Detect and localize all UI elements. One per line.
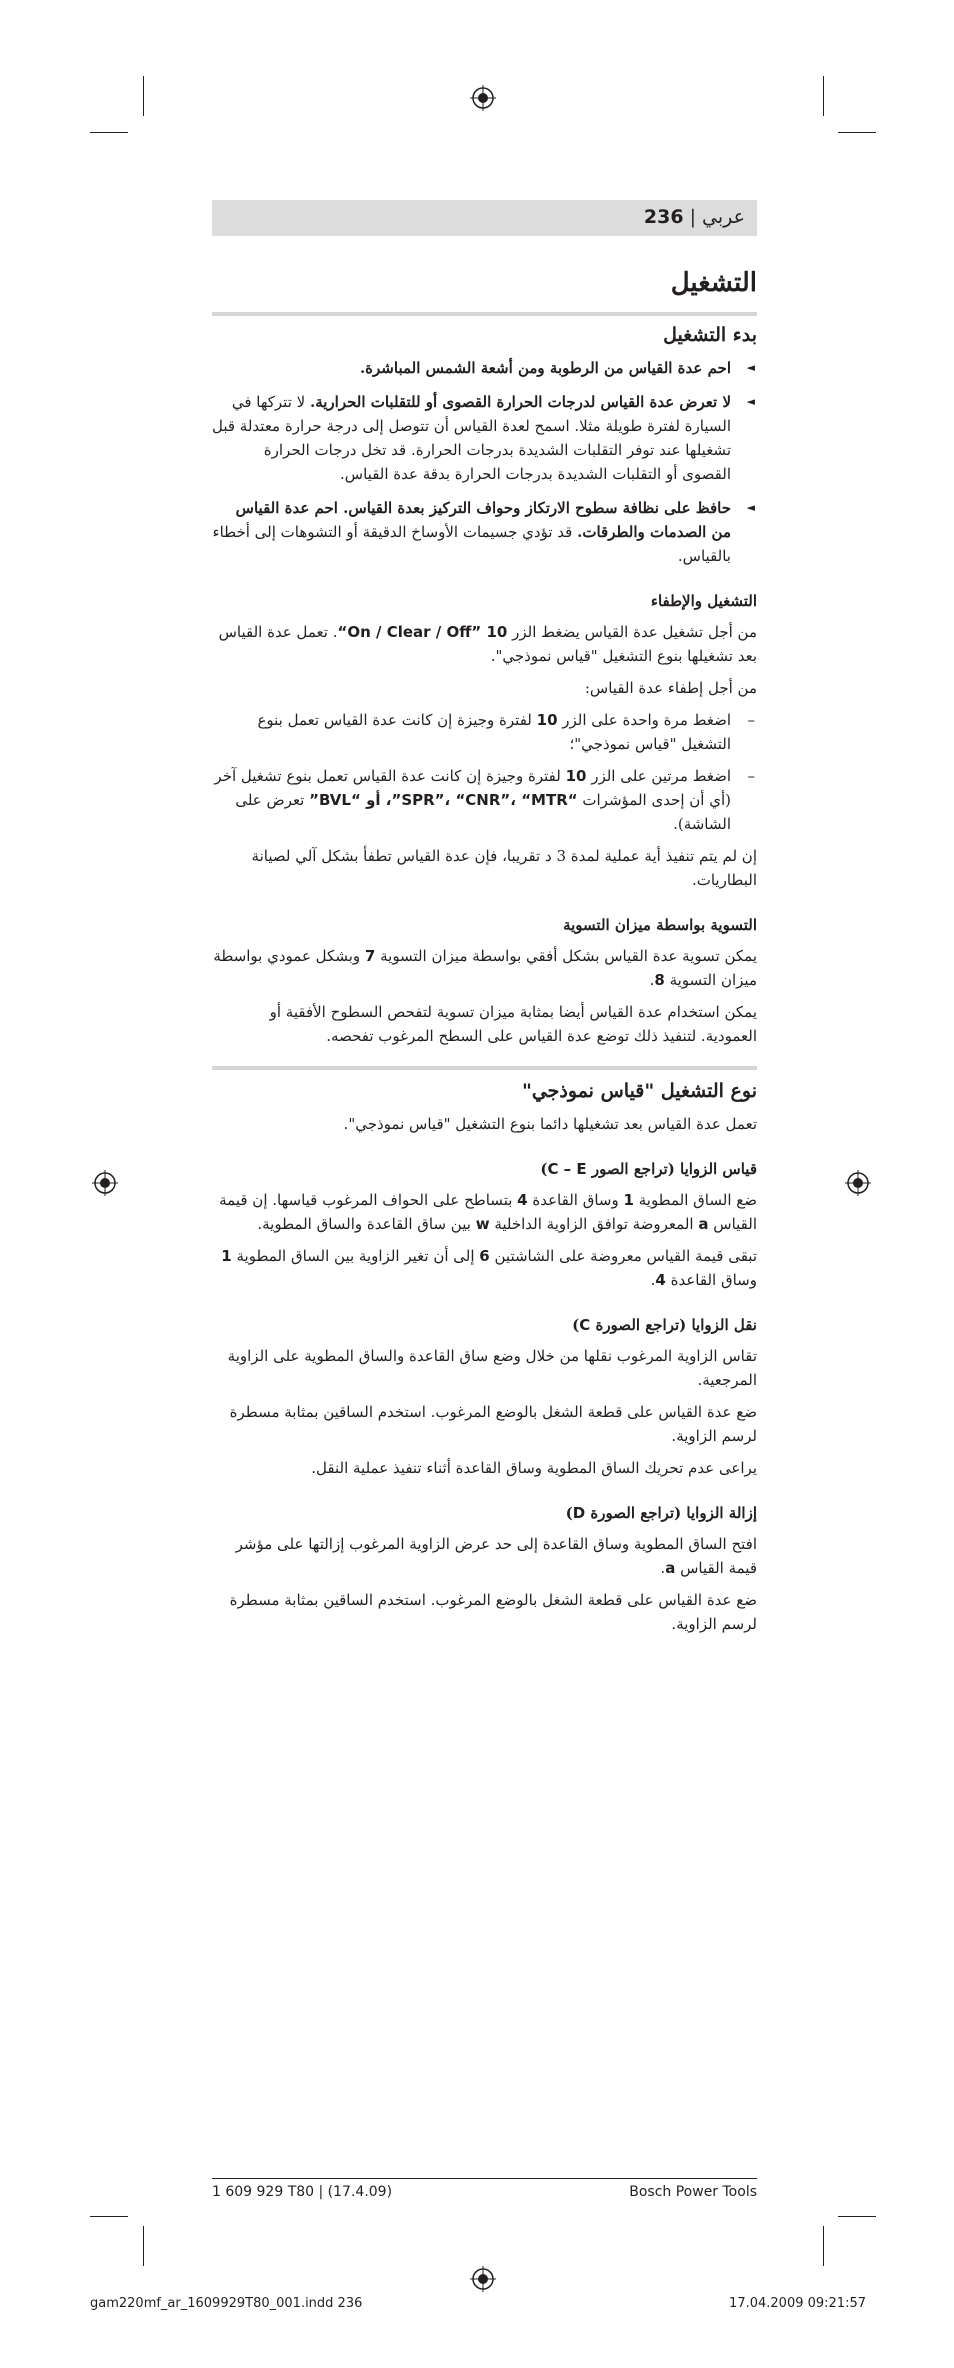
registration-mark-icon (470, 2266, 496, 2292)
crop-mark (90, 132, 128, 133)
paragraph: ضع الساق المطوية 1 وساق القاعدة 4 بتساطح على الحواف المرغوب قياسها. إن قيمة القياس a المعروضة توافق الزاوية الداخلية w بين ساق القاعدة والساق المطوية. (219, 1191, 757, 1233)
bullet-bold-text: لا تعرض عدة القياس لدرجات الحرارة القصوى أو للتقلبات الحرارية. (309, 393, 731, 411)
chapter-rule (212, 312, 757, 316)
slug-timestamp: 17.04.2009 09:21:57 (729, 2296, 866, 2311)
page-number: 236 (643, 206, 684, 228)
paragraph: تقاس الزاوية المرغوب نقلها من خلال وضع ساق القاعدة والساق المطوية على الزاوية المرجعية. (227, 1347, 757, 1389)
crop-mark (143, 2226, 144, 2266)
paragraph: تبقى قيمة القياس معروضة على الشاشتين 6 إلى أن تغير الزاوية بين الساق المطوية 1 وساق القاعدة 4. (221, 1247, 757, 1289)
crop-mark (90, 2216, 128, 2217)
bullet-item (212, 356, 757, 380)
footer-brand: Bosch Power Tools (629, 2184, 757, 2200)
bullet-text: لا تتركها في السيارة لفترة طويلة مثلا. اسمح لعدة القياس أن تتوصل إلى درجة حرارة معتدلة قبل تشغيلها عند توفر التقلبات الشديدة بدرجات الحرارة. قد تخل درجات الحرارة القصوى أو التقلبات الشديدة بدرجات الحرارة بدقة عدة القياس. (211, 393, 731, 483)
subsection-title-leveling: التسوية بواسطة ميزان التسوية (563, 916, 757, 934)
footer-rule (212, 2178, 757, 2179)
dash-item: – اضغط مرتين على الزر 10 لفترة وجيزة إن كانت عدة القياس تعمل بنوع تشغيل آخر (أي أن إحدى المؤشرات “SPR”، “CNR”، “MTR”، أو “BVL” تعرض على الشاشة). (212, 764, 757, 836)
paragraph: يمكن استخدام عدة القياس أيضا بمثابة ميزان تسوية لتفحص السطوح الأفقية أو العمودية. لتنفيذ ذلك توضع عدة القياس على السطح المرغوب تفحصه. (269, 1003, 757, 1045)
page-header (212, 200, 757, 236)
chapter-title: التشغيل (670, 268, 757, 298)
registration-mark-icon (470, 85, 496, 111)
dash-marker: – (747, 767, 755, 785)
paragraph: افتح الساق المطوية وساق القاعدة إلى حد عرض الزاوية المرغوب إزالتها على مؤشر قيمة القياس a. (235, 1535, 757, 1577)
subsection-title-angle-transfer: نقل الزوايا (تراجع الصورة C) (572, 1316, 757, 1334)
subsection-title-onoff: التشغيل والإطفاء (650, 592, 757, 610)
header-language: عربي (702, 206, 745, 228)
subsection-title-angle-shift: إزالة الزوايا (تراجع الصورة D) (565, 1504, 757, 1522)
paragraph: ضع عدة القياس على قطعة الشغل بالوضع المرغوب. استخدم الساقين بمثابة مسطرة لرسم الزاوية. (229, 1403, 757, 1445)
bullet-item (212, 496, 757, 568)
section-title-mode: نوع التشغيل "قياس نموذجي" (521, 1080, 757, 1102)
crop-mark (823, 2226, 824, 2266)
crop-mark (143, 76, 144, 116)
bullet-item (212, 390, 757, 486)
crop-mark (838, 132, 876, 133)
paragraph: من أجل إطفاء عدة القياس: (584, 679, 757, 697)
dash-item: – اضغط مرة واحدة على الزر 10 لفترة وجيزة إن كانت عدة القياس تعمل بنوع التشغيل "قياس نموذجي"؛ (212, 708, 757, 756)
bullet-arrow-icon: ◄ (746, 501, 755, 514)
dash-marker: – (747, 711, 755, 729)
bullet-arrow-icon: ◄ (746, 361, 755, 374)
registration-mark-icon (845, 1170, 871, 1196)
header-text (644, 206, 745, 228)
page-content (212, 268, 757, 1644)
paragraph: من أجل تشغيل عدة القياس يضغط الزر “On / Clear / Off” 10. تعمل عدة القياس بعد تشغيلها بنوع التشغيل "قياس نموذجي". (218, 623, 757, 665)
paragraph: يراعى عدم تحريك الساق المطوية وساق القاعدة أثناء تنفيذ عملية النقل. (311, 1459, 757, 1477)
crop-mark (823, 76, 824, 116)
bullet-bold-text: حافظ على نظافة سطوح الارتكاز وحواف التركيز بعدة القياس. احم عدة القياس من الصدمات والطرقات. (235, 499, 731, 541)
section-title-startup: بدء التشغيل (663, 324, 757, 346)
paragraph: تعمل عدة القياس بعد تشغيلها دائما بنوع التشغيل "قياس نموذجي". (343, 1115, 757, 1133)
subsection-title-angle-measure: قياس الزوايا (تراجع الصور C – E) (540, 1160, 757, 1178)
bullet-text: قد تؤدي جسيمات الأوساخ الدقيقة أو التشوهات إلى أخطاء بالقياس. (212, 523, 731, 565)
paragraph: إن لم يتم تنفيذ أية عملية لمدة 3 د تقريبا، فإن عدة القياس تطفأ بشكل آلي لصيانة البطاريات. (251, 847, 757, 889)
bullet-arrow-icon: ◄ (746, 395, 755, 408)
section-rule (212, 1066, 757, 1070)
registration-mark-icon (92, 1170, 118, 1196)
paragraph: ضع عدة القياس على قطعة الشغل بالوضع المرغوب. استخدم الساقين بمثابة مسطرة لرسم الزاوية. (229, 1591, 757, 1633)
slug-filename: gam220mf_ar_1609929T80_001.indd 236 (90, 2296, 363, 2311)
header-separator: | (689, 206, 696, 228)
paragraph: يمكن تسوية عدة القياس بشكل أفقي بواسطة ميزان التسوية 7 وبشكل عمودي بواسطة ميزان التسوية 8. (213, 947, 757, 989)
crop-mark (838, 2216, 876, 2217)
footer-doc-number: 1 609 929 T80 | (17.4.09) (212, 2184, 393, 2200)
bullet-bold-text: احم عدة القياس من الرطوبة ومن أشعة الشمس المباشرة. (359, 359, 731, 377)
